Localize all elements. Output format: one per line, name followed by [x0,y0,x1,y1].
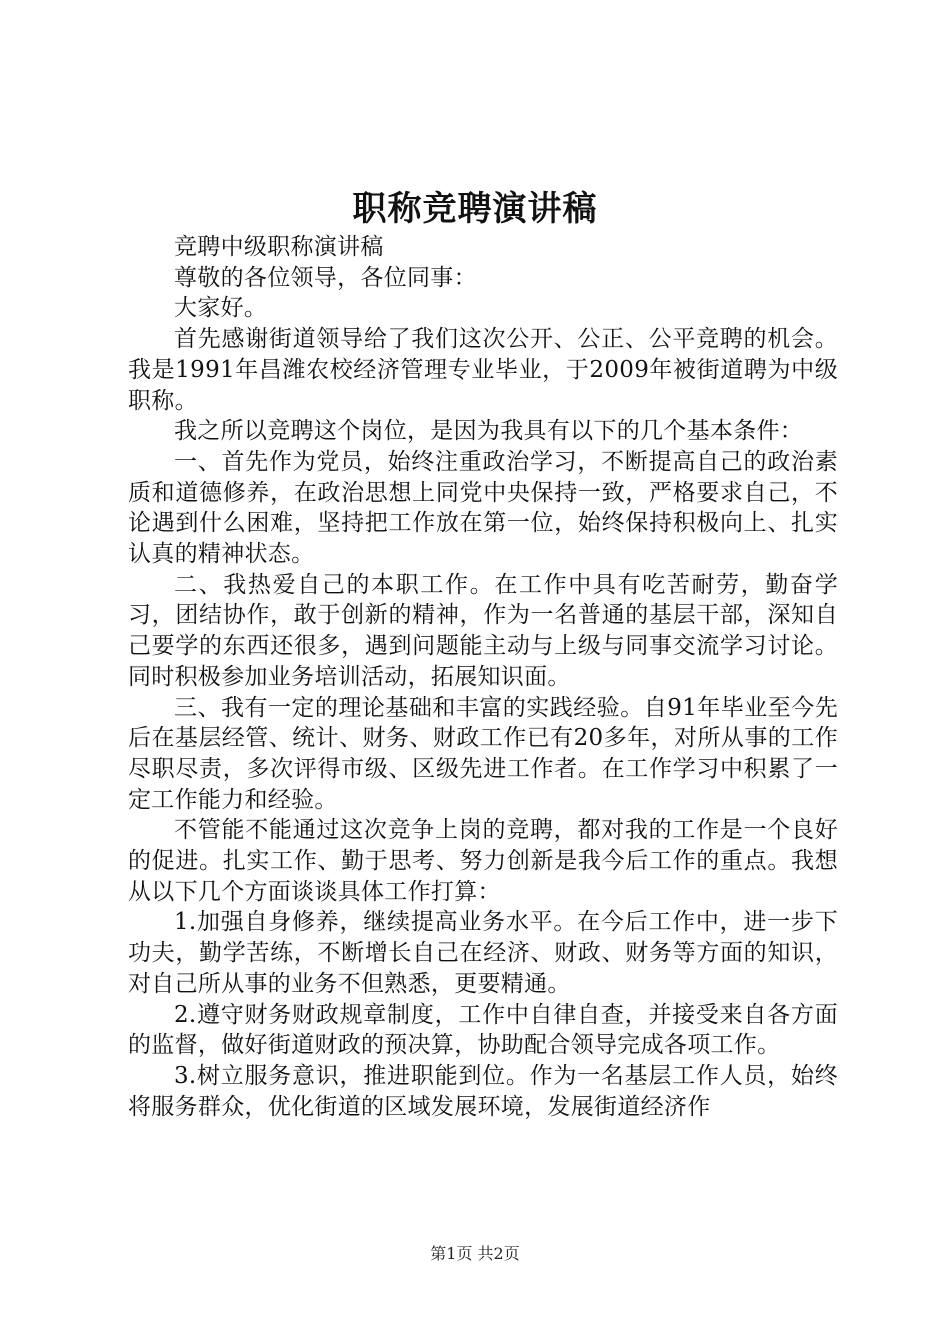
paragraph: 1.加强自身修养，继续提高业务水平。在今后工作中，进一步下功夫，勤学苦练，不断增长自己在经济、财政、财务等方面的知识，对自己所从事的业务不但熟悉，更要精通。 [128,909,838,997]
document-body [128,232,838,1122]
paragraph: 不管能不能通过这次竞争上岗的竞聘，都对我的工作是一个良好的促进。扎实工作、勤于思考、努力创新是我今后工作的重点。我想从以下几个方面谈谈具体工作打算： [128,817,838,905]
paragraph: 尊敬的各位领导，各位同事： [174,264,477,291]
paragraph: 三、我有一定的理论基础和丰富的实践经验。自91年毕业至今先后在基层经管、统计、财务、财政工作已有20多年，对所从事的工作尽职尽责，多次评得市级、区级先进工作者。在工作学习中积累了一定工作能力和经验。 [128,694,838,813]
paragraph: 竞聘中级职称演讲稿 [174,234,384,260]
page-number-footer: 第1页 共2页 [430,1244,520,1263]
paragraph: 3.树立服务意识，推进职能到位。作为一名基层工作人员，始终将服务群众，优化街道的区域发展环境，发展街道经济作 [128,1062,838,1120]
paragraph: 首先感谢街道领导给了我们这次公开、公正、公平竞聘的机会。我是1991年昌潍农校经济管理专业毕业，于2009年被街道聘为中级职称。 [128,326,838,414]
document-title: 职称竞聘演讲稿 [352,189,598,229]
paragraph: 我之所以竞聘这个岗位，是因为我具有以下的几个基本条件： [174,418,804,445]
paragraph: 2.遵守财务财政规章制度，工作中自律自查，并接受来自各方面的监督，做好街道财政的预决算，协助配合领导完成各项工作。 [128,1001,838,1059]
paragraph: 一、首先作为党员，始终注重政治学习，不断提高自己的政治素质和道德修养，在政治思想上同党中央保持一致，严格要求自己，不论遇到什么困难，坚持把工作放在第一位，始终保持积极向上、扎实认真的精神状态。 [128,448,838,568]
paragraph: 大家好。 [174,295,268,322]
paragraph: 二、我热爱自己的本职工作。在工作中具有吃苦耐劳，勤奋学习，团结协作，敢于创新的精神，作为一名普通的基层干部，深知自己要学的东西还很多，遇到问题能主动与上级与同事交流学习讨论。同时积极参加业务培训活动，拓展知识面。 [128,571,838,690]
